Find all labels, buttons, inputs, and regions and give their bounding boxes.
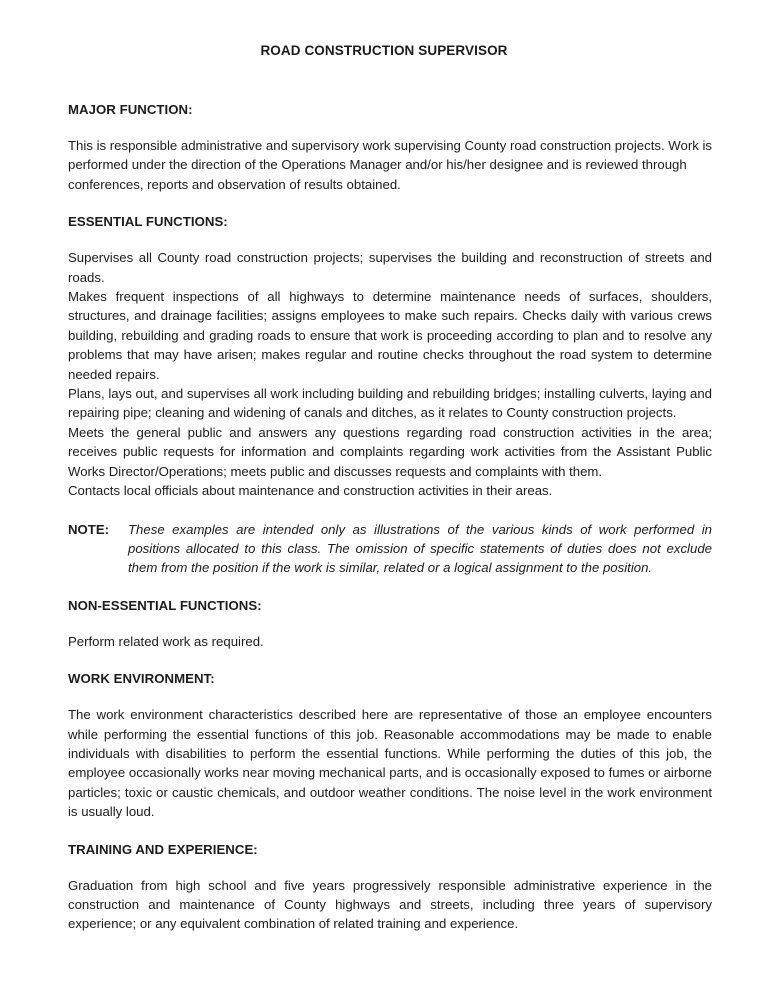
spacer bbox=[68, 230, 712, 248]
essential-function-item: Plans, lays out, and supervises all work including building and rebuilding bridges; installing culverts, laying and repairing pipe; cleaning and widening of canals and ditches, as it relates to County construction projects. bbox=[68, 386, 712, 421]
work-environment-body: The work environment characteristics described here are representative of those an employee encounters while performing the essential functions of this job. Reasonable accommodations may be made to enable individuals with disabilities to perform the essential functions. While performing the duties of this job, the employee occasionally works near moving mechanical parts, and is occasionally exposed to fumes or airborne particles; toxic or caustic chemicals, and outdoor weather conditions. The noise level in the work environment is usually loud. bbox=[68, 707, 712, 820]
spacer bbox=[68, 118, 712, 136]
note-label: NOTE: bbox=[68, 521, 110, 537]
section-heading-essential-functions: ESSENTIAL FUNCTIONS: bbox=[68, 214, 228, 230]
spacer bbox=[68, 60, 712, 101]
section-heading-work-environment: WORK ENVIRONMENT: bbox=[68, 671, 215, 687]
spacer bbox=[68, 194, 712, 213]
major-function-body: This is responsible administrative and supervisory work supervising County road construction projects. Work is performed under the direction of the Operations Manager and/or his/her designee and is reviewed through conferences, reports and observation of results obtained. bbox=[68, 138, 713, 192]
section-heading-training-and-experience: TRAINING AND EXPERIENCE: bbox=[68, 841, 258, 857]
essential-function-item: Meets the general public and answers any questions regarding road construction activities in the area; receives public requests for information and complaints regarding work activities from the Assistant Public Works Director/Operations; meets public and discusses requests and complaints with them. bbox=[68, 424, 712, 479]
training-and-experience-body: Graduation from high school and five years progressively responsible administrative experience in the construction and maintenance of County highways and streets, including three years of supervisory experience; or any equivalent combination of related training and experience. bbox=[68, 877, 712, 932]
spacer bbox=[68, 858, 712, 876]
essential-functions-list bbox=[68, 248, 712, 500]
spacer bbox=[68, 578, 712, 597]
note-text: These examples are intended only as illustrations of the various kinds of work performed in positions allocated to this class. The omission of specific statements of duties does not exclude them from the position if the work is similar, related or a logical assignment to the position. bbox=[128, 521, 712, 576]
essential-function-item: Supervises all County road construction projects; supervises the building and reconstruction of streets and roads. bbox=[68, 250, 712, 285]
note-block bbox=[68, 520, 712, 578]
essential-function-item: Makes frequent inspections of all highways to determine maintenance needs of surfaces, shoulders, structures, and drainage facilities; assigns employees to make such repairs. Checks daily with various crews building, rebuilding and grading roads to ensure that work is proceeding according to plan and to resolve any problems that may have arisen; makes regular and routine checks throughout the road system to determine needed repairs. bbox=[68, 289, 712, 382]
spacer bbox=[68, 822, 712, 841]
section-heading-non-essential-functions: NON-ESSENTIAL FUNCTIONS: bbox=[68, 597, 262, 613]
spacer bbox=[68, 614, 712, 632]
page-title: ROAD CONSTRUCTION SUPERVISOR bbox=[260, 43, 508, 58]
spacer bbox=[68, 651, 712, 670]
non-essential-functions-body: Perform related work as required. bbox=[68, 633, 264, 649]
spacer bbox=[68, 687, 712, 705]
essential-function-item: Contacts local officials about maintenance and construction activities in their areas. bbox=[68, 483, 553, 499]
section-heading-major-function: MAJOR FUNCTION: bbox=[68, 102, 193, 117]
spacer bbox=[68, 501, 712, 520]
